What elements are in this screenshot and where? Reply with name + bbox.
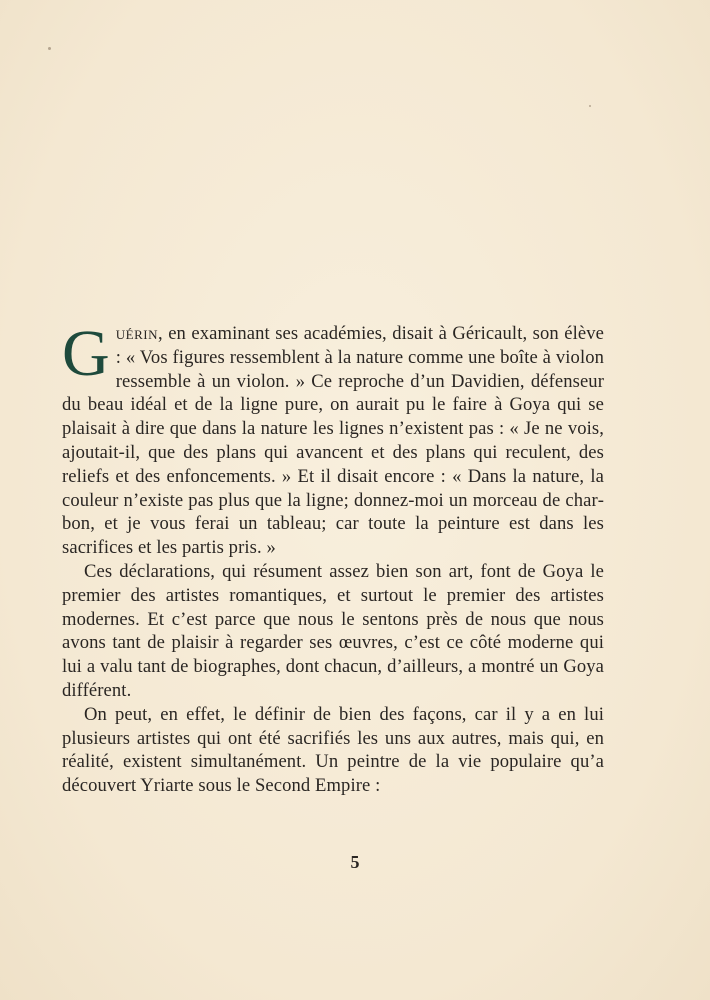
page-number: 5 (350, 852, 360, 872)
lead-word: uérin (115, 323, 158, 344)
paragraph-3: On peut, en effet, le définir de bien des façons, car il y a en lui plusieurs artistes qui ont été sacrifiés les uns aux autres, mais qui, en réalité, existent simultanément. Un peintre de la vie populaire qu’a découvert Yriarte sous le Second Empire : (62, 703, 604, 797)
drop-cap: G (62, 317, 110, 390)
main-text (62, 317, 604, 798)
paper-speck (48, 47, 51, 50)
paper-speck (589, 105, 591, 107)
paragraph-1 (62, 317, 604, 560)
paragraph-1-body: , en examinant ses académies, disait à Géricault, son élève : « Vos figures ressemblent à la nature comme une boîte à violon ressemble à un violon. » Ce reproche d’un Davidien, défenseur du beau idéal et de la ligne pure, on aurait pu le faire à Goya qui se plaisait à dire que dans la nature les lignes n’existent pas : « Je ne vois, ajoutait-il, que des plans qui avancent et des plans qui reculent, des reliefs et des enfoncements. » Et il disait encore : « Dans la nature, la couleur n’existe pas plus que la ligne; donnez-moi un morceau de charbon, et je vous ferai un tableau; car toute la peinture est dans les sacrifices et les partis pris. » (62, 323, 604, 559)
paragraph-2: Ces déclarations, qui résument assez bien son art, font de Goya le premier des artistes romantiques, et surtout le premier des artistes modernes. Et c’est parce que nous le sentons près de nous que nous avons tant de plaisir à regarder ses œuvres, c’est ce côté moderne qui lui a valu tant de biographes, dont chacun, d’ailleurs, a montré un Goya différent. (62, 560, 604, 701)
